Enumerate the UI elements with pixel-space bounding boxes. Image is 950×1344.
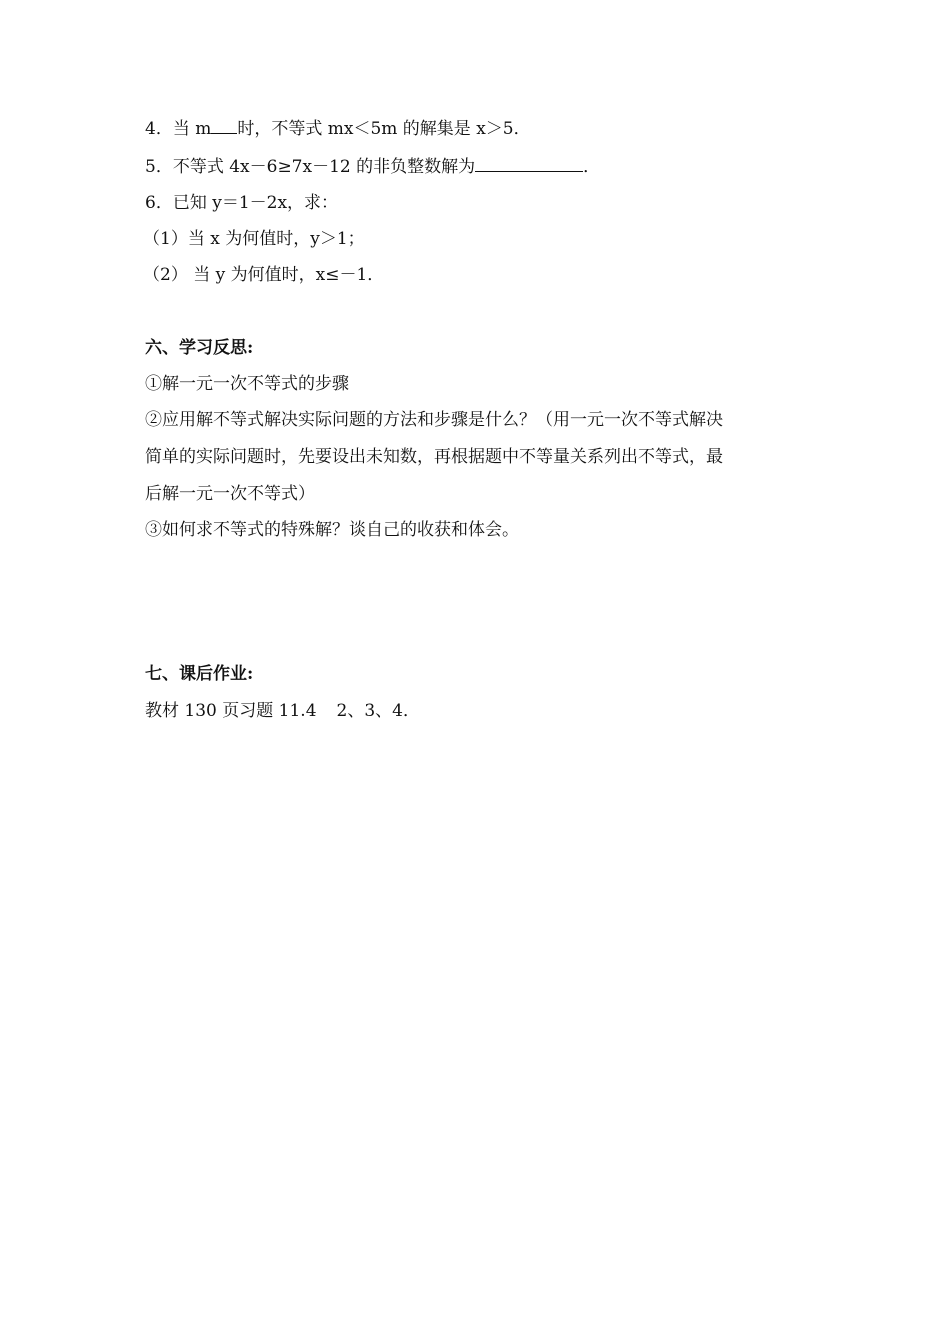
exercise-6-part-2: （2） 当 y 为何值时，x≤－1．	[143, 265, 385, 285]
exercise-5-blank	[475, 157, 583, 172]
homework-text	[145, 700, 825, 722]
exercise-5	[145, 156, 825, 178]
homework-problem-numbers: 2、3、4．	[336, 701, 420, 721]
homework-heading: 七、课后作业:	[145, 664, 254, 684]
reflection-item-1: ①解一元一次不等式的步骤	[145, 374, 349, 394]
exercise-6: 6．已知 y＝1－2x，求：	[145, 193, 339, 213]
reflection-heading: 六、学习反思:	[145, 338, 254, 358]
homework-textbook-ref: 教材 130 页习题 11.4	[145, 701, 317, 721]
exercise-4-blank	[211, 119, 237, 134]
exercise-4-text-start: 4．当 m	[145, 119, 212, 139]
reflection-item-2-line-1: ②应用解不等式解决实际问题的方法和步骤是什么？（用一元一次不等式解决	[145, 410, 723, 430]
reflection-item-2-line-2: 简单的实际问题时，先要设出未知数，再根据题中不等量关系列出不等式，最	[145, 447, 723, 467]
exercise-5-text-end: ．	[583, 157, 601, 177]
reflection-item-2-line-3: 后解一元一次不等式）	[145, 484, 315, 504]
exercise-5-text-start: 5．不等式 4x－6≥7x－12 的非负整数解为	[145, 157, 476, 177]
exercise-4	[145, 118, 825, 140]
exercise-6-part-1: （1）当 x 为何值时，y＞1；	[143, 229, 365, 249]
exercise-4-text-end: 时，不等式 mx＜5m 的解集是 x＞5．	[237, 119, 531, 139]
reflection-item-3: ③如何求不等式的特殊解？谈自己的收获和体会。	[145, 520, 519, 540]
